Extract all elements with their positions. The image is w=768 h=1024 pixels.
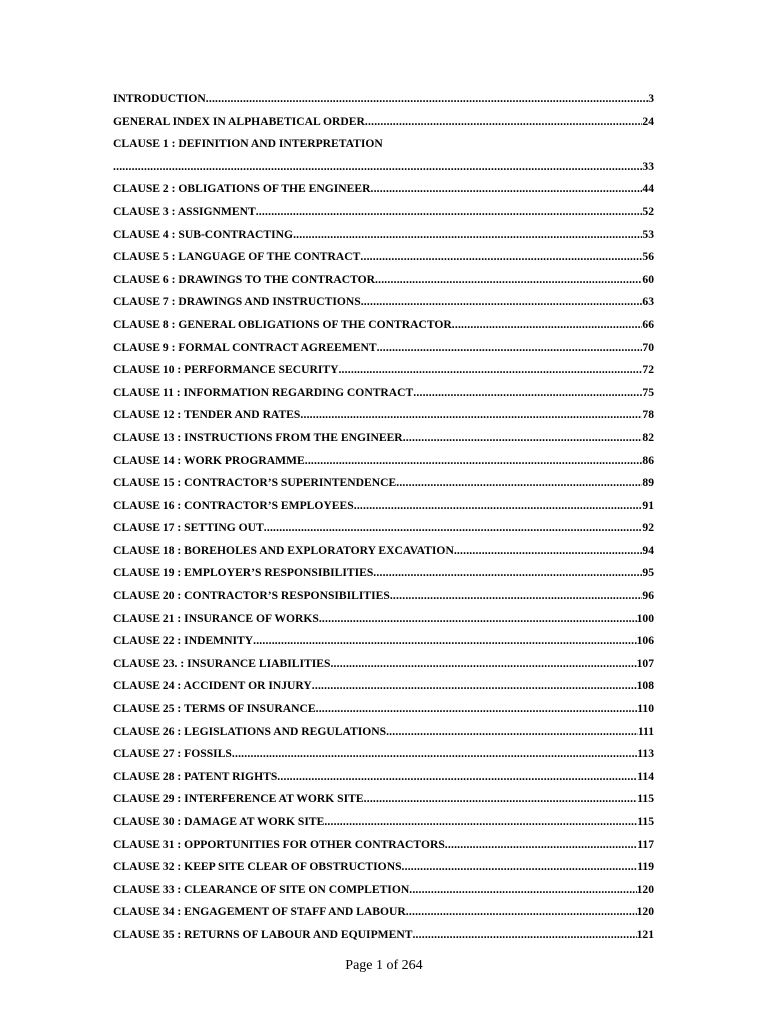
toc-entry-title: CLAUSE 4 : SUB-CONTRACTING: [113, 227, 294, 241]
toc-entry-clause-16[interactable]: [113, 495, 654, 518]
toc-entry-title: CLAUSE 22 : INDEMNITY: [113, 634, 254, 648]
toc-entry-title: CLAUSE 1 : DEFINITION AND INTERPRETATION: [113, 137, 383, 151]
toc-entry-title: CLAUSE 9 : FORMAL CONTRACT AGREEMENT: [113, 340, 377, 354]
toc-entry-page: 86: [642, 453, 654, 467]
dot-leader: [316, 698, 638, 721]
toc-entry-page: 111: [637, 724, 654, 738]
toc-entry-title: CLAUSE 19 : EMPLOYER’S RESPONSIBILITIES: [113, 566, 374, 580]
dot-leader: [312, 675, 637, 698]
dot-leader: [402, 856, 638, 879]
toc-entry-page: 44: [642, 182, 654, 196]
toc-entry-title: CLAUSE 14 : WORK PROGRAMME: [113, 453, 305, 467]
toc-entry-clause-19[interactable]: [113, 562, 654, 585]
toc-entry-clause-13[interactable]: [113, 427, 654, 450]
toc-entry-clause-5[interactable]: [113, 246, 654, 269]
toc-entry-page: 72: [642, 363, 654, 377]
toc-entry-clause-18[interactable]: [113, 540, 654, 563]
toc-entry-page: 113: [637, 747, 654, 761]
toc-entry-title: CLAUSE 2 : OBLIGATIONS OF THE ENGINEER: [113, 182, 371, 196]
toc-entry-title: CLAUSE 16 : CONTRACTOR’S EMPLOYEES: [113, 498, 354, 512]
toc-entry-clause-26[interactable]: [113, 721, 654, 744]
toc-entry-clause-34[interactable]: [113, 901, 654, 924]
toc-entry-title: CLAUSE 24 : ACCIDENT OR INJURY: [113, 679, 312, 693]
toc-entry-page: 63: [642, 295, 654, 309]
toc-entry-page: 52: [642, 204, 654, 218]
dot-leader: [300, 404, 642, 427]
dot-leader: [264, 517, 643, 540]
dot-leader: [293, 224, 642, 247]
toc-entry-title: CLAUSE 33 : CLEARANCE OF SITE ON COMPLETION: [113, 882, 410, 896]
dot-leader: [412, 924, 636, 947]
toc-entry-clause-15[interactable]: [113, 472, 654, 495]
toc-entry-clause-23[interactable]: [113, 653, 654, 676]
toc-entry-general-index[interactable]: [113, 111, 654, 134]
toc-entry-page: 60: [642, 272, 654, 286]
toc-entry-page: 115: [637, 792, 654, 806]
toc-entry-page: 91: [642, 498, 654, 512]
dot-leader: [452, 314, 643, 337]
dot-leader: [454, 540, 643, 563]
toc-entry-page: 117: [637, 837, 654, 851]
dot-leader: [413, 382, 642, 405]
toc-entry-clause-22[interactable]: [113, 630, 654, 653]
toc-entry-page: 108: [636, 679, 654, 693]
toc-entry-clause-28[interactable]: [113, 766, 654, 789]
toc-entry-title: CLAUSE 32 : KEEP SITE CLEAR OF OBSTRUCTIONS: [113, 860, 402, 874]
toc-entry-title: CLAUSE 7 : DRAWINGS AND INSTRUCTIONS: [113, 295, 361, 309]
toc-entry-page: 56: [642, 250, 654, 264]
dot-leader: [305, 450, 643, 473]
dot-leader: [370, 178, 642, 201]
dot-leader: [338, 359, 642, 382]
toc-entry-title: CLAUSE 23. : INSURANCE LIABILITIES: [113, 656, 331, 670]
toc-entry-title: INTRODUCTION: [113, 92, 206, 105]
toc-entry-clause-31[interactable]: [113, 834, 654, 857]
toc-entry-title: CLAUSE 26 : LEGISLATIONS AND REGULATIONS: [113, 724, 387, 738]
toc-entry-page: 115: [637, 815, 654, 828]
toc-entry-page: 3: [648, 92, 654, 105]
toc-entry-title: CLAUSE 8 : GENERAL OBLIGATIONS OF THE CONTRACTOR: [113, 317, 452, 331]
toc-entry-page: 96: [642, 589, 654, 603]
toc-entry-page: 121: [636, 927, 654, 941]
toc-entry-clause-8[interactable]: [113, 314, 654, 337]
toc-entry-clause-7[interactable]: [113, 291, 654, 314]
toc-entry-clause-1[interactable]: [113, 133, 654, 178]
toc-entry-clause-32[interactable]: [113, 856, 654, 879]
toc-entry-page: 94: [642, 543, 654, 557]
dot-leader: [360, 246, 642, 269]
toc-entry-clause-25[interactable]: [113, 698, 654, 721]
toc-entry-introduction[interactable]: [113, 88, 654, 111]
dot-leader: [206, 88, 648, 111]
toc-entry-clause-3[interactable]: [113, 201, 654, 224]
toc-entry-clause-2[interactable]: [113, 178, 654, 201]
toc-entry-title: CLAUSE 25 : TERMS OF INSURANCE: [113, 702, 316, 716]
toc-entry-page: 66: [642, 317, 654, 331]
toc-entry-page: 110: [637, 702, 654, 716]
toc-entry-title: CLAUSE 35 : RETURNS OF LABOUR AND EQUIPMENT: [113, 927, 413, 941]
toc-entry-clause-33[interactable]: [113, 879, 654, 902]
dot-leader: [361, 291, 643, 314]
toc-entry-clause-35[interactable]: [113, 924, 654, 947]
toc-entry-clause-14[interactable]: [113, 450, 654, 473]
toc-entry-title: CLAUSE 21 : INSURANCE OF WORKS: [113, 611, 319, 625]
toc-entry-title: CLAUSE 11 : INFORMATION REGARDING CONTRACT: [113, 385, 414, 399]
toc-entry-clause-4[interactable]: [113, 224, 654, 247]
dot-leader: [256, 201, 643, 224]
toc-entry-page: 92: [642, 521, 654, 535]
toc-entry-page: 75: [642, 385, 654, 399]
toc-entry-title: CLAUSE 28 : PATENT RIGHTS: [113, 769, 278, 783]
dot-leader: [324, 811, 637, 834]
toc-entry-page: 78: [642, 408, 654, 422]
dot-leader: [445, 834, 637, 857]
toc-entry-title: CLAUSE 20 : CONTRACTOR’S RESPONSIBILITIES: [113, 589, 390, 603]
toc-entry-title: CLAUSE 29 : INTERFERENCE AT WORK SITE: [113, 792, 364, 806]
toc-entry-title: CLAUSE 10 : PERFORMANCE SECURITY: [113, 363, 339, 377]
toc-entry-clause-30[interactable]: [113, 811, 654, 834]
dot-leader: [113, 156, 642, 179]
toc-entry-title: CLAUSE 27 : FOSSILS: [113, 747, 232, 761]
dot-leader: [390, 585, 643, 608]
toc-entry-clause-20[interactable]: [113, 585, 654, 608]
toc-entry-clause-6[interactable]: [113, 269, 654, 292]
dot-leader: [409, 879, 636, 902]
table-of-contents: [113, 88, 654, 947]
dot-leader: [396, 472, 642, 495]
dot-leader: [253, 630, 637, 653]
dot-leader: [403, 427, 643, 450]
toc-entry-clause-9[interactable]: [113, 337, 654, 360]
toc-entry-clause-10[interactable]: [113, 359, 654, 382]
dot-leader: [365, 111, 643, 134]
toc-entry-page: 120: [636, 882, 654, 896]
dot-leader: [364, 788, 638, 811]
dot-leader: [406, 901, 637, 924]
dot-leader: [277, 766, 637, 789]
toc-entry-clause-29[interactable]: [113, 788, 654, 811]
toc-entry-title: CLAUSE 13 : INSTRUCTIONS FROM THE ENGINEER: [113, 430, 403, 444]
toc-entry-page: 53: [642, 227, 654, 241]
toc-entry-page: 24: [642, 114, 654, 128]
toc-entry-title: CLAUSE 31 : OPPORTUNITIES FOR OTHER CONTRACTORS: [113, 837, 445, 851]
page-number-label: Page 1 of 264: [345, 958, 423, 973]
toc-entry-page: 106: [636, 634, 654, 648]
toc-entry-title: CLAUSE 18 : BOREHOLES AND EXPLORATORY EXCAVATION: [113, 543, 454, 557]
toc-entry-title: CLAUSE 6 : DRAWINGS TO THE CONTRACTOR: [113, 272, 375, 286]
toc-entry-page: 95: [642, 566, 654, 580]
toc-entry-page: 119: [637, 860, 654, 874]
toc-entry-clause-27[interactable]: [113, 743, 654, 766]
toc-entry-page: 114: [637, 769, 654, 783]
toc-entry-title: CLAUSE 34 : ENGAGEMENT OF STAFF AND LABOUR: [113, 905, 406, 919]
dot-leader: [386, 721, 638, 744]
toc-entry-clause-21[interactable]: [113, 608, 654, 631]
toc-entry-page: 107: [636, 656, 654, 670]
toc-entry-page: 120: [636, 905, 654, 919]
toc-entry-clause-24[interactable]: [113, 675, 654, 698]
dot-leader: [330, 653, 636, 676]
dot-leader: [373, 562, 642, 585]
toc-entry-title: CLAUSE 3 : ASSIGNMENT: [113, 204, 256, 218]
toc-entry-page: 70: [642, 340, 654, 354]
toc-entry-clause-12[interactable]: [113, 404, 654, 427]
toc-entry-title: CLAUSE 17 : SETTING OUT: [113, 521, 264, 535]
toc-entry-page: 100: [636, 611, 654, 625]
toc-entry-title: CLAUSE 12 : TENDER AND RATES: [113, 408, 301, 422]
page-footer: [0, 958, 768, 974]
toc-entry-clause-11[interactable]: [113, 382, 654, 405]
toc-entry-title: CLAUSE 15 : CONTRACTOR’S SUPERINTENDENCE: [113, 476, 397, 490]
dot-leader: [232, 743, 637, 766]
toc-entry-title: CLAUSE 30 : DAMAGE AT WORK SITE: [113, 815, 325, 828]
toc-entry-page: 82: [642, 430, 654, 444]
toc-entry-title: CLAUSE 5 : LANGUAGE OF THE CONTRACT: [113, 250, 361, 264]
toc-entry-page: 89: [642, 476, 654, 490]
toc-entry-clause-17[interactable]: [113, 517, 654, 540]
dot-leader: [319, 608, 637, 631]
dot-leader: [354, 495, 643, 518]
toc-entry-title: GENERAL INDEX IN ALPHABETICAL ORDER: [113, 114, 365, 128]
dot-leader: [375, 269, 642, 292]
toc-entry-page: 33: [642, 159, 654, 173]
dot-leader: [377, 337, 643, 360]
